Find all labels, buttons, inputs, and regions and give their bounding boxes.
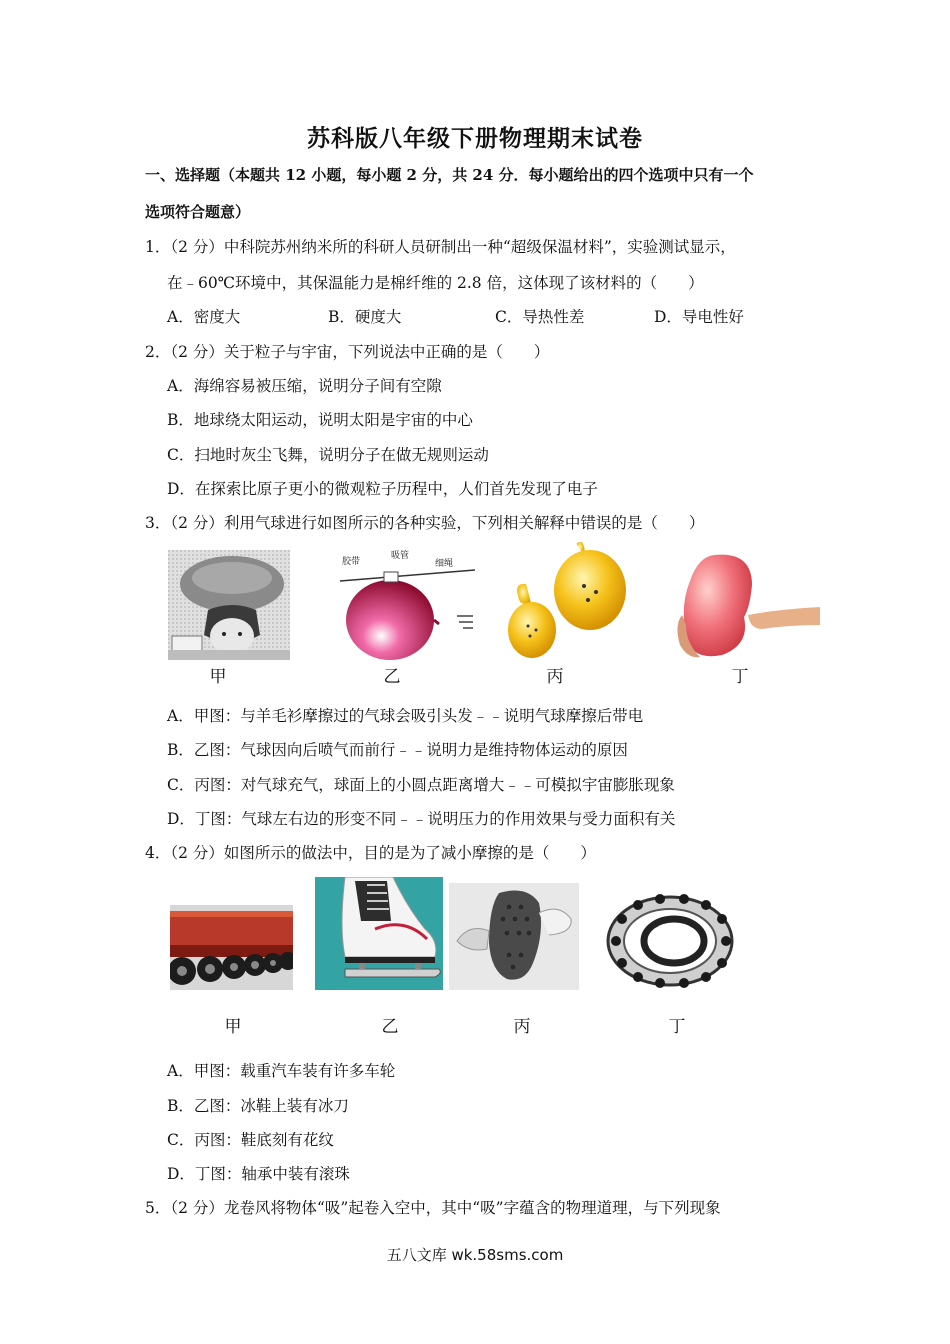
question-1: 1．（2 分）中科院苏州纳米所的科研人员研制出一种“超级保温材料”，实验测试显示，: [145, 238, 736, 256]
q3-label-ding: 丁: [731, 667, 749, 687]
q4-option-b[interactable]: B．乙图：冰鞋上装有冰刀: [167, 1097, 349, 1115]
footer-watermark: 五八文库 wk.58sms.com: [386, 1246, 564, 1264]
q3-label-jia: 甲: [209, 667, 227, 687]
question-1-options: [167, 305, 807, 327]
label-string: 细绳: [435, 559, 454, 569]
q4-figure-ding: [602, 893, 738, 990]
q3-label-bing: 丙: [546, 667, 564, 687]
question-2: 2．（2 分）关于粒子与宇宙，下列说法中正确的是（ ）: [145, 343, 550, 361]
q4-label-ding: 丁: [668, 1017, 686, 1037]
q3-option-a[interactable]: A．甲图：与羊毛衫摩擦过的气球会吸引头发﹣﹣说明气球摩擦后带电: [167, 707, 644, 725]
q2-option-b[interactable]: B．地球绕太阳运动，说明太阳是宇宙的中心: [167, 411, 473, 429]
q4-option-c[interactable]: C．丙图：鞋底刻有花纹: [167, 1131, 334, 1149]
question-3: 3．（2 分）利用气球进行如图所示的各种实验，下列相关解释中错误的是（ ）: [145, 514, 705, 532]
section-heading: 一、选择题（本题共 12 小题，每小题 2 分，共 24 分．每小题给出的四个选项中只有一个: [145, 166, 754, 184]
question-1-cont: 在﹣60℃环境中，其保温能力是棉纤维的 2.8 倍，这体现了该材料的（ ）: [167, 274, 704, 292]
section-heading-cont: 选项符合题意）: [145, 203, 251, 221]
label-straw: 吸管: [391, 551, 410, 561]
q2-option-c[interactable]: C．扫地时灰尘飞舞，说明分子在做无规则运动: [167, 446, 489, 464]
question-5: 5．（2 分）龙卷风将物体“吸”起卷入空中，其中“吸”字蕴含的物理道理，与下列现象: [145, 1199, 721, 1217]
q1-option-b[interactable]: B．硬度大: [328, 308, 402, 326]
q3-figure-ding: [670, 545, 822, 663]
q4-label-bing: 丙: [513, 1017, 531, 1037]
q2-option-a[interactable]: A．海绵容易被压缩，说明分子间有空隙: [167, 377, 442, 395]
label-tape: 胶带: [342, 557, 361, 567]
q4-label-jia: 甲: [224, 1017, 242, 1037]
q4-figure-yi: [315, 877, 443, 990]
q1-option-c[interactable]: C．导热性差: [495, 308, 585, 326]
q2-option-d[interactable]: D．在探索比原子更小的微观粒子历程中，人们首先发现了电子: [167, 480, 598, 498]
q3-figure-jia: [168, 550, 290, 660]
q3-option-c[interactable]: C．丙图：对气球充气，球面上的小圆点距离增大﹣﹣可模拟宇宙膨胀现象: [167, 776, 675, 794]
page-title: 苏科版八年级下册物理期末试卷: [307, 125, 643, 152]
question-4: 4．（2 分）如图所示的做法中，目的是为了减小摩擦的是（ ）: [145, 844, 596, 862]
q3-option-d[interactable]: D．丁图：气球左右边的形变不同﹣﹣说明压力的作用效果与受力面积有关: [167, 810, 676, 828]
q3-label-yi: 乙: [383, 667, 401, 687]
q1-option-d[interactable]: D．导电性好: [654, 308, 744, 326]
q3-figure-yi: [335, 548, 480, 663]
q4-figure-jia: [170, 905, 293, 990]
q4-option-d[interactable]: D．丁图：轴承中装有滚珠: [167, 1165, 350, 1183]
q1-option-a[interactable]: A．密度大: [167, 308, 241, 326]
q4-label-yi: 乙: [381, 1017, 399, 1037]
q3-option-b[interactable]: B．乙图：气球因向后喷气而前行﹣﹣说明力是维持物体运动的原因: [167, 741, 628, 759]
q4-option-a[interactable]: A．甲图：载重汽车装有许多车轮: [167, 1062, 396, 1080]
q3-figure-bing: [498, 542, 638, 665]
q4-figure-bing: [449, 883, 579, 990]
